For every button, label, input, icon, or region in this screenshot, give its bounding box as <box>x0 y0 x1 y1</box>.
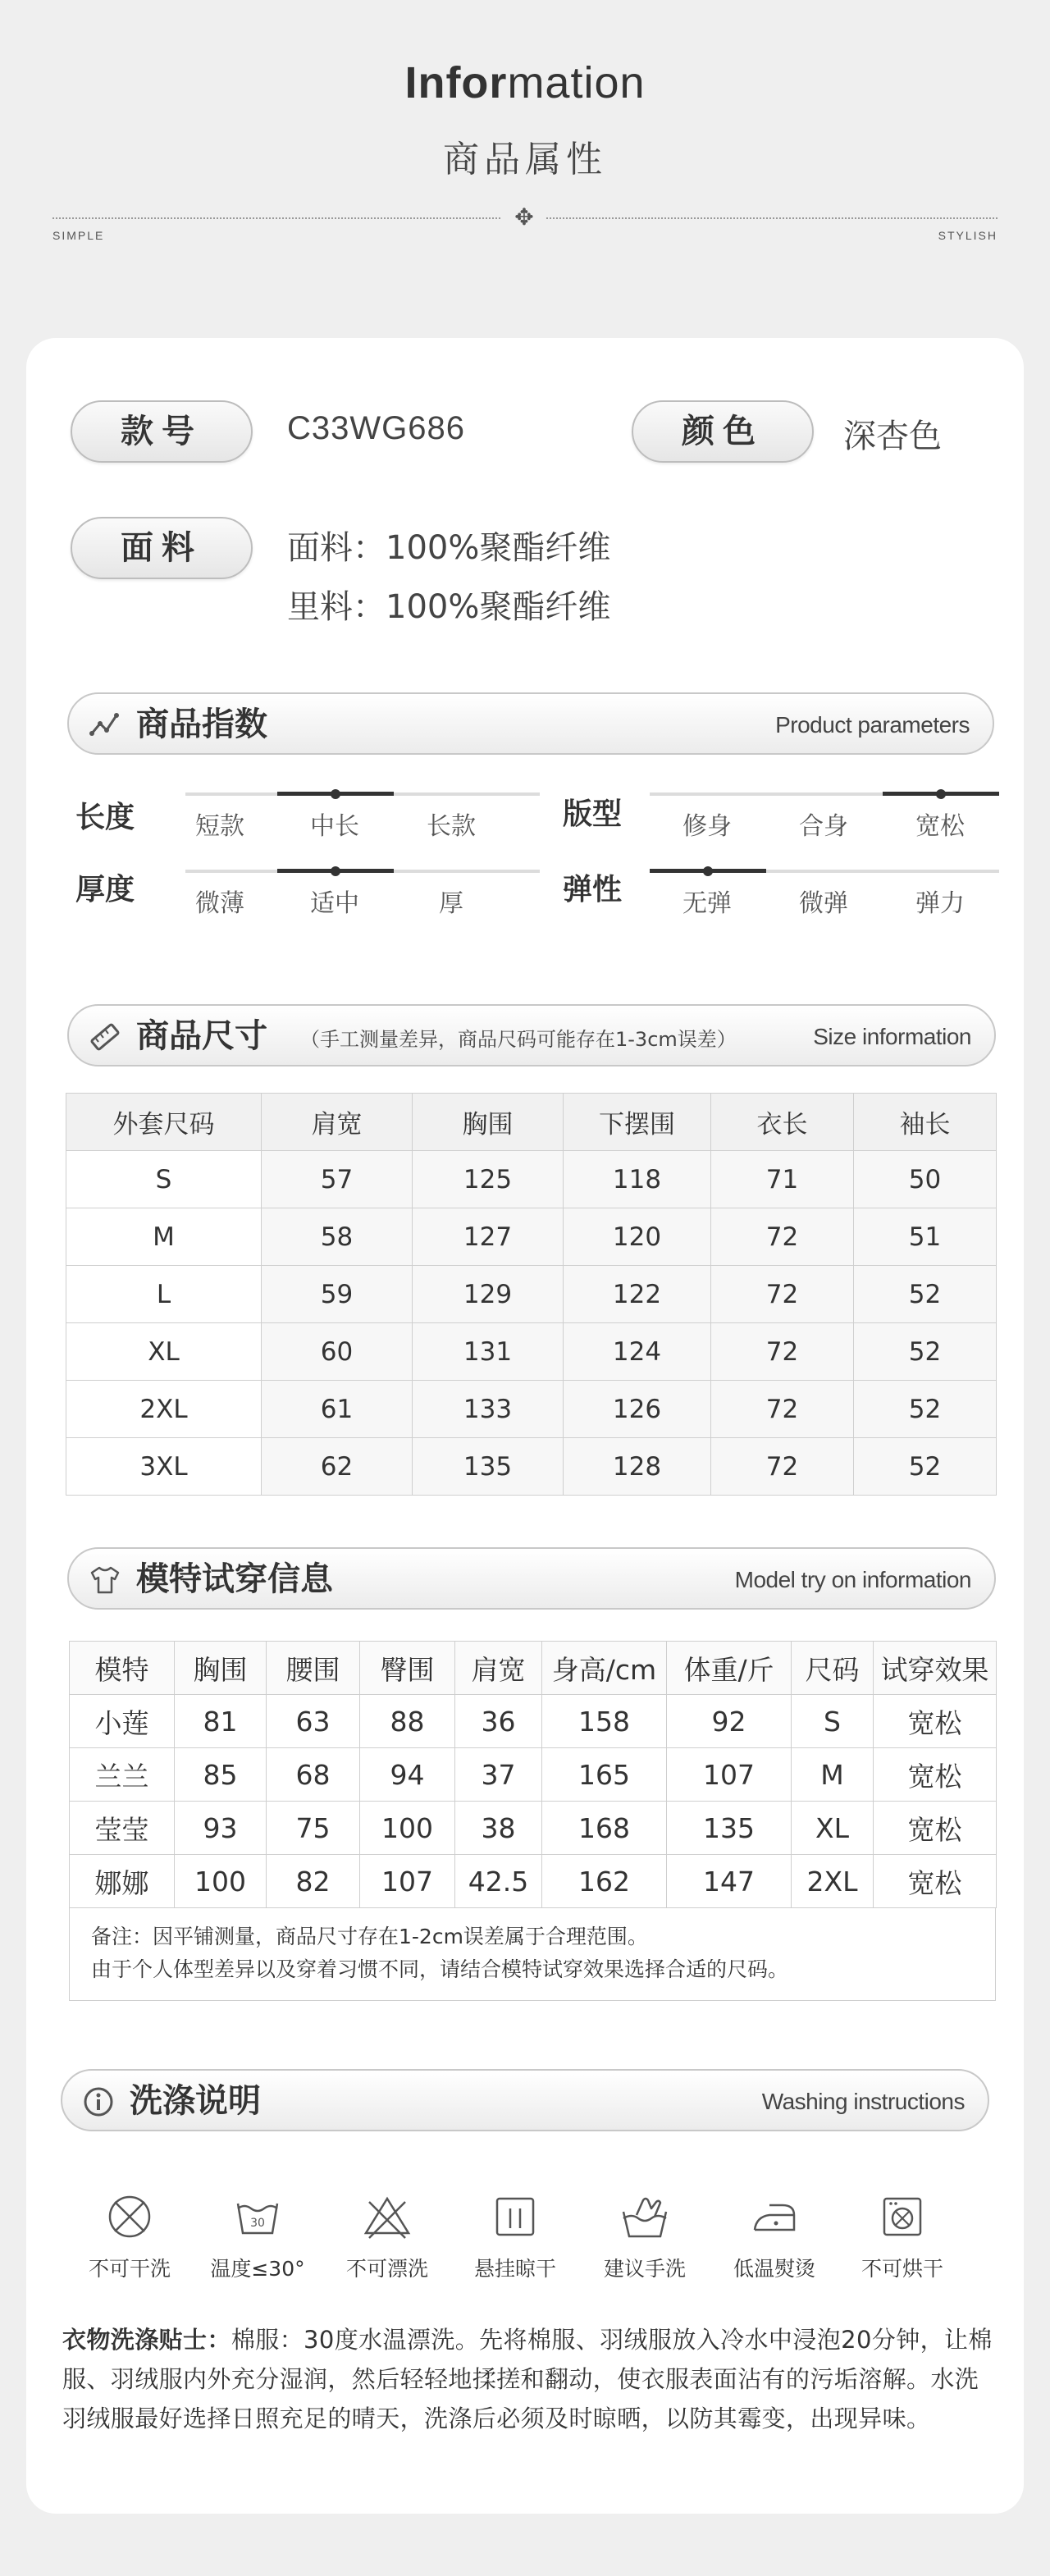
table-cell: 107 <box>667 1748 792 1802</box>
param-option: 宽松 <box>915 812 965 841</box>
table-cell: 50 <box>854 1151 997 1208</box>
table-cell: 100 <box>360 1802 455 1855</box>
ornament-icon: ✥ <box>514 203 534 231</box>
style-number-label: 款号 <box>71 400 253 463</box>
param-option: 短款 <box>195 812 244 841</box>
table-row <box>66 1266 997 1323</box>
table-header: 腰围 <box>267 1642 360 1695</box>
table-cell: 宽松 <box>874 1802 997 1855</box>
table-cell: 52 <box>854 1438 997 1496</box>
wash-label: 不可漂洗 <box>345 2257 428 2281</box>
hang-dry-icon <box>489 2190 541 2243</box>
table-cell: 122 <box>564 1266 711 1323</box>
page-subtitle: 商品属性 <box>443 139 607 180</box>
fabric-lining: 里料：100%聚酯纤维 <box>287 588 611 626</box>
page-title <box>0 57 1050 108</box>
table-header: 体重/斤 <box>667 1642 792 1695</box>
table-cell: 莹莹 <box>70 1802 175 1855</box>
table-cell: 51 <box>854 1208 997 1266</box>
section-title: 模特试穿信息 <box>136 1560 333 1598</box>
table-header: 下摆围 <box>564 1094 711 1151</box>
table-cell: 36 <box>455 1695 542 1748</box>
section-product-params <box>67 692 994 755</box>
table-cell: 42.5 <box>455 1855 542 1908</box>
color-label: 颜色 <box>632 400 814 463</box>
param-option: 微薄 <box>195 889 244 918</box>
table-cell: 57 <box>262 1151 413 1208</box>
param-option: 无弹 <box>682 889 732 918</box>
param-option: 长款 <box>427 812 476 841</box>
no-bleach-icon <box>361 2190 413 2243</box>
param-option: 微弹 <box>799 889 848 918</box>
table-row <box>66 1323 997 1381</box>
table-cell: 52 <box>854 1323 997 1381</box>
table-cell: 133 <box>413 1381 564 1438</box>
table-cell: M <box>66 1208 262 1266</box>
table-cell: L <box>66 1266 262 1323</box>
param-label-elasticity: 弹性 <box>563 873 623 907</box>
table-cell: 85 <box>175 1748 267 1802</box>
wash-item <box>194 2190 322 2282</box>
table-cell: 118 <box>564 1151 711 1208</box>
table-cell: XL <box>792 1802 874 1855</box>
divider-right <box>546 217 998 219</box>
table-cell: 129 <box>413 1266 564 1323</box>
table-header: 试穿效果 <box>874 1642 997 1695</box>
table-cell: 2XL <box>66 1381 262 1438</box>
table-cell: 125 <box>413 1151 564 1208</box>
table-cell: 165 <box>542 1748 667 1802</box>
wash-item <box>838 2190 966 2282</box>
table-cell: 75 <box>267 1802 360 1855</box>
section-size-info <box>67 1004 996 1066</box>
param-option: 厚 <box>439 889 463 918</box>
wash-30-icon <box>231 2190 284 2243</box>
section-title-en: Washing instructions <box>761 2089 965 2114</box>
table-header: 尺码 <box>792 1642 874 1695</box>
section-model-info <box>67 1547 996 1610</box>
table-cell: 58 <box>262 1208 413 1266</box>
table-cell: 37 <box>455 1748 542 1802</box>
section-washing <box>61 2069 989 2131</box>
table-cell: 72 <box>711 1323 854 1381</box>
param-option: 弹力 <box>915 889 965 918</box>
table-cell: 82 <box>267 1855 360 1908</box>
param-label-length: 长度 <box>75 801 135 834</box>
title-bold: Infor <box>404 58 508 107</box>
model-note-line: 由于个人体型差异以及穿着习惯不同，请结合模特试穿效果选择合适的尺码。 <box>91 1957 789 1981</box>
table-cell: 88 <box>360 1695 455 1748</box>
table-header: 臀围 <box>360 1642 455 1695</box>
table-cell: 120 <box>564 1208 711 1266</box>
table-cell: 72 <box>711 1266 854 1323</box>
section-title-en: Product parameters <box>775 712 970 738</box>
table-cell: 68 <box>267 1748 360 1802</box>
table-row <box>66 1208 997 1266</box>
table-cell: 100 <box>175 1855 267 1908</box>
section-title-en: Model try on information <box>734 1567 971 1592</box>
section-note: （手工测量差异，商品尺码可能存在1-3cm误差） <box>300 1028 737 1051</box>
table-header: 衣长 <box>711 1094 854 1151</box>
ruler-icon <box>89 1021 121 1053</box>
washing-tips <box>62 2320 1002 2438</box>
table-cell: 3XL <box>66 1438 262 1496</box>
svg-text:30: 30 <box>250 2217 265 2230</box>
low-iron-icon <box>748 2190 801 2243</box>
table-row <box>70 1695 997 1748</box>
table-cell: 兰兰 <box>70 1748 175 1802</box>
wash-label: 温度≤30° <box>210 2257 305 2281</box>
wash-label: 建议手洗 <box>603 2257 686 2281</box>
param-dot <box>703 866 713 876</box>
table-header: 胸围 <box>413 1094 564 1151</box>
table-header: 模特 <box>70 1642 175 1695</box>
table-row <box>70 1748 997 1802</box>
table-cell: 128 <box>564 1438 711 1496</box>
fabric-outer: 面料：100%聚酯纤维 <box>287 529 611 567</box>
table-header: 身高/cm <box>542 1642 667 1695</box>
table-header: 肩宽 <box>455 1642 542 1695</box>
table-cell: 宽松 <box>874 1748 997 1802</box>
table-cell: 62 <box>262 1438 413 1496</box>
param-option: 中长 <box>310 812 359 841</box>
washing-tips-label: 衣物洗涤贴士： <box>62 2326 231 2354</box>
table-cell: 72 <box>711 1208 854 1266</box>
trend-icon <box>89 709 121 742</box>
wash-item <box>581 2190 709 2282</box>
table-cell: 61 <box>262 1381 413 1438</box>
table-row <box>70 1802 997 1855</box>
table-cell: 93 <box>175 1802 267 1855</box>
table-header: 肩宽 <box>262 1094 413 1151</box>
param-label-thickness: 厚度 <box>75 873 135 907</box>
table-cell: 小莲 <box>70 1695 175 1748</box>
table-row <box>70 1855 997 1908</box>
content-card <box>26 338 1024 2514</box>
table-cell: 71 <box>711 1151 854 1208</box>
model-table <box>69 1641 997 1908</box>
table-cell: 59 <box>262 1266 413 1323</box>
no-wash-icon <box>103 2190 156 2243</box>
section-title-en: Size information <box>813 1024 971 1049</box>
table-cell: 72 <box>711 1438 854 1496</box>
wash-item <box>451 2190 579 2282</box>
tag-simple: SIMPLE <box>52 229 105 242</box>
no-tumble-dry-icon <box>876 2190 929 2243</box>
fabric-label: 面料 <box>71 517 253 579</box>
table-cell: 52 <box>854 1266 997 1323</box>
wash-label: 低温熨烫 <box>733 2257 815 2281</box>
wash-item <box>66 2190 194 2282</box>
wash-label: 不可烘干 <box>861 2257 943 2281</box>
table-cell: 162 <box>542 1855 667 1908</box>
table-row <box>66 1381 997 1438</box>
tag-stylish: STYLISH <box>938 229 998 242</box>
param-label-fit: 版型 <box>563 797 623 831</box>
size-table <box>66 1093 997 1496</box>
table-header: 胸围 <box>175 1642 267 1695</box>
section-title: 商品指数 <box>136 706 267 743</box>
table-cell: 92 <box>667 1695 792 1748</box>
tshirt-icon <box>89 1564 121 1596</box>
table-cell: 60 <box>262 1323 413 1381</box>
section-title: 洗涤说明 <box>130 2082 261 2120</box>
param-dot <box>331 866 340 876</box>
table-cell: 131 <box>413 1323 564 1381</box>
table-cell: 宽松 <box>874 1855 997 1908</box>
table-header: 外套尺码 <box>66 1094 262 1151</box>
table-header-row <box>70 1642 997 1695</box>
table-cell: 94 <box>360 1748 455 1802</box>
table-header: 袖长 <box>854 1094 997 1151</box>
divider-left <box>52 217 500 219</box>
table-cell: S <box>66 1151 262 1208</box>
param-dot <box>936 789 946 799</box>
table-header-row <box>66 1094 997 1151</box>
table-row <box>66 1151 997 1208</box>
table-cell: 135 <box>667 1802 792 1855</box>
wash-item <box>323 2190 451 2282</box>
color-value: 深杏色 <box>843 418 942 455</box>
table-cell: 124 <box>564 1323 711 1381</box>
table-cell: 168 <box>542 1802 667 1855</box>
table-cell: 宽松 <box>874 1695 997 1748</box>
title-rest: mation <box>507 58 646 107</box>
table-cell: 娜娜 <box>70 1855 175 1908</box>
table-cell: 72 <box>711 1381 854 1438</box>
table-cell: 52 <box>854 1381 997 1438</box>
table-cell: 135 <box>413 1438 564 1496</box>
table-cell: 2XL <box>792 1855 874 1908</box>
table-cell: 126 <box>564 1381 711 1438</box>
table-cell: 147 <box>667 1855 792 1908</box>
style-number-value: C33WG686 <box>287 410 465 446</box>
param-option: 修身 <box>682 812 732 841</box>
table-cell: 38 <box>455 1802 542 1855</box>
table-cell: 158 <box>542 1695 667 1748</box>
table-cell: 107 <box>360 1855 455 1908</box>
table-cell: 81 <box>175 1695 267 1748</box>
table-cell: 127 <box>413 1208 564 1266</box>
section-title: 商品尺寸 <box>136 1017 267 1055</box>
param-option: 合身 <box>799 812 848 841</box>
param-dot <box>331 789 340 799</box>
table-cell: XL <box>66 1323 262 1381</box>
hand-wash-icon <box>619 2190 671 2243</box>
washing-tips-text: 棉服：30度水温漂洗。先将棉服、羽绒服放入冷水中浸泡20分钟，让棉服、羽绒服内外充分湿润，然后轻轻地揉搓和翻动，使衣服表面沾有的污垢溶解。水洗羽绒服最好选择日照充足的晴天，洗涤后必须及时晾晒，以防其霉变，出现异味。 <box>62 2326 993 2432</box>
wash-item <box>710 2190 838 2282</box>
info-icon <box>82 2085 115 2118</box>
table-row <box>66 1438 997 1496</box>
table-cell: M <box>792 1748 874 1802</box>
table-cell: S <box>792 1695 874 1748</box>
model-note <box>69 1907 996 2001</box>
table-cell: 63 <box>267 1695 360 1748</box>
wash-label: 悬挂晾干 <box>473 2257 556 2281</box>
param-option: 适中 <box>310 889 359 918</box>
model-note-line: 备注：因平铺测量，商品尺寸存在1-2cm误差属于合理范围。 <box>91 1925 648 1948</box>
wash-label: 不可干洗 <box>88 2257 171 2281</box>
